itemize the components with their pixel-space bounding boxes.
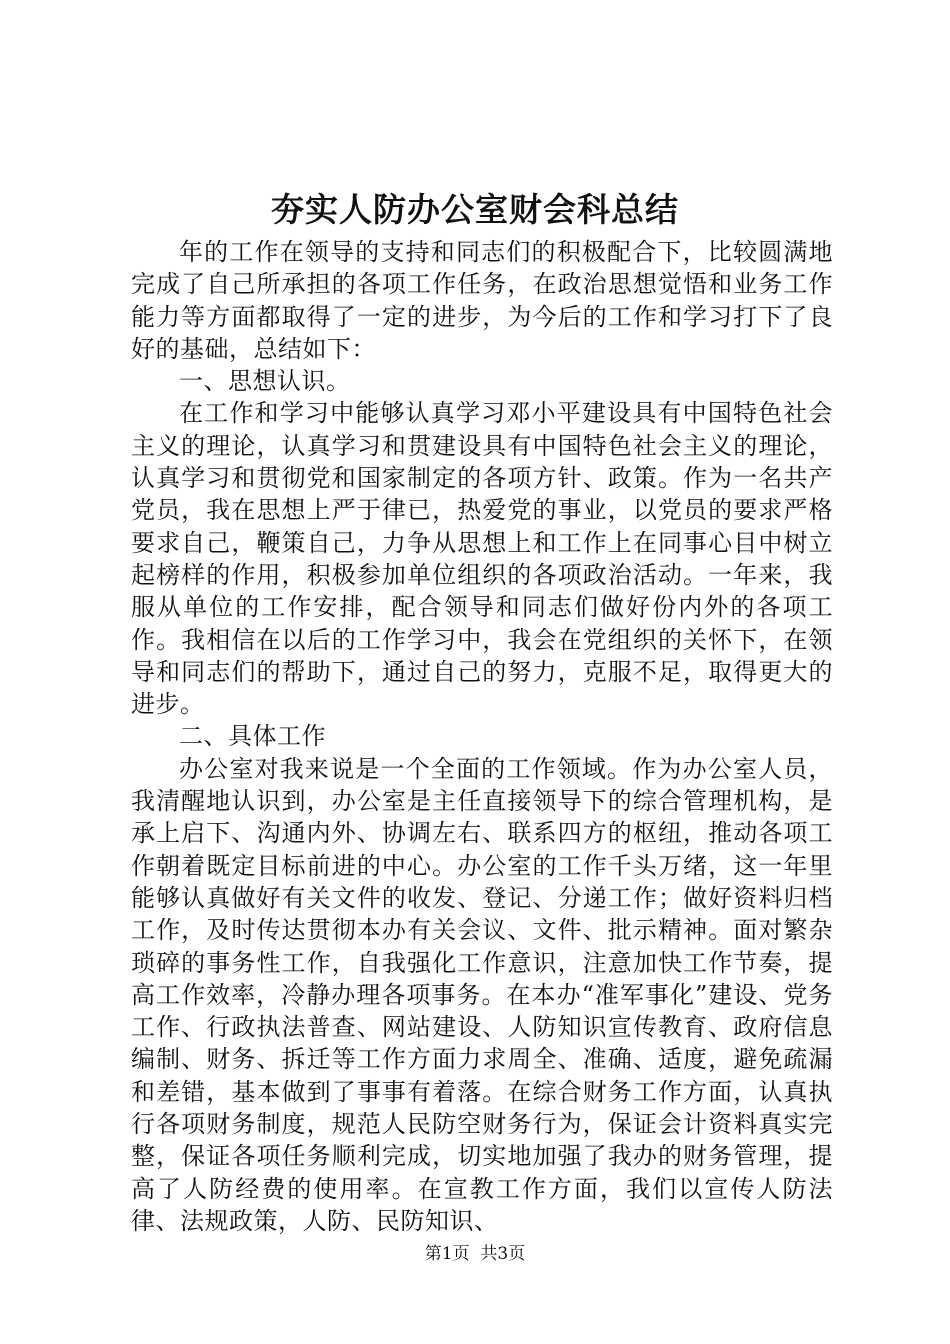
page-footer xyxy=(0,1242,950,1266)
section-heading-1: 一、思想认识。 xyxy=(179,367,351,396)
paragraph-work: 办公室对我来说是一个全面的工作领域。作为办公室人员，我清醒地认识到，办公室是主任直接领导下的综合管理机构，是承上启下、沟通内外、协调左右、联系四方的枢纽，推动各项工作朝着既定目标前进的中心。办公室的工作千头万绪，这一年里能够认真做好有关文件的收发、登记、分递工作；做好资料归档工作，及时传达贯彻本办有关会议、文件、批示精神。面对繁杂琐碎的事务性工作，自我强化工作意识，注意加快工作节奏，提高工作效率，冷静办理各项事务。在本办“准军事化”建设、党务工作、行政执法普查、网站建设、人防知识宣传教育、政府信息编制、财务、拆迁等工作方面力求周全、准确、适度，避免疏漏和差错，基本做到了事事有着落。在综合财务工作方面，认真执行各项财务制度，规范人民防空财务行为，保证会计资料真实完整，保证各项任务顺利完成，切实地加强了我办的财务管理，提高了人防经费的使用率。在宣教工作方面，我们以宣传人防法律、法规政策，人防、民防知识、 xyxy=(131,754,833,1235)
page-number: 第1页 xyxy=(424,1244,470,1264)
paragraph-intro: 年的工作在领导的支持和同志们的积极配合下，比较圆满地完成了自己所承担的各项工作任务，在政治思想觉悟和业务工作能力等方面都取得了一定的进步，为今后的工作和学习打下了良好的基础，总结如下： xyxy=(131,238,833,363)
footer-spacer xyxy=(470,1244,481,1264)
section-heading-2: 二、具体工作 xyxy=(179,722,326,751)
document-title: 夯实人防办公室财会科总结 xyxy=(271,190,679,229)
paragraph-ideology: 在工作和学习中能够认真学习邓小平建设具有中国特色社会主义的理论，认真学习和贯建设具有中国特色社会主义的理论，认真学习和贯彻党和国家制定的各项方针、政策。作为一名共产党员，我在思想上严于律已，热爱党的事业，以党员的要求严格要求自己，鞭策自己，力争从思想上和工作上在同事心目中树立起榜样的作用，积极参加单位组织的各项政治活动。一年来，我服从单位的工作安排，配合领导和同志们做好份内外的各项工作。我相信在以后的工作学习中，我会在党组织的关怀下，在领导和同志们的帮助下，通过自己的努力，克服不足，取得更大的进步。 xyxy=(131,399,833,719)
document-body xyxy=(131,236,833,1237)
page-total: 共3页 xyxy=(480,1244,526,1264)
